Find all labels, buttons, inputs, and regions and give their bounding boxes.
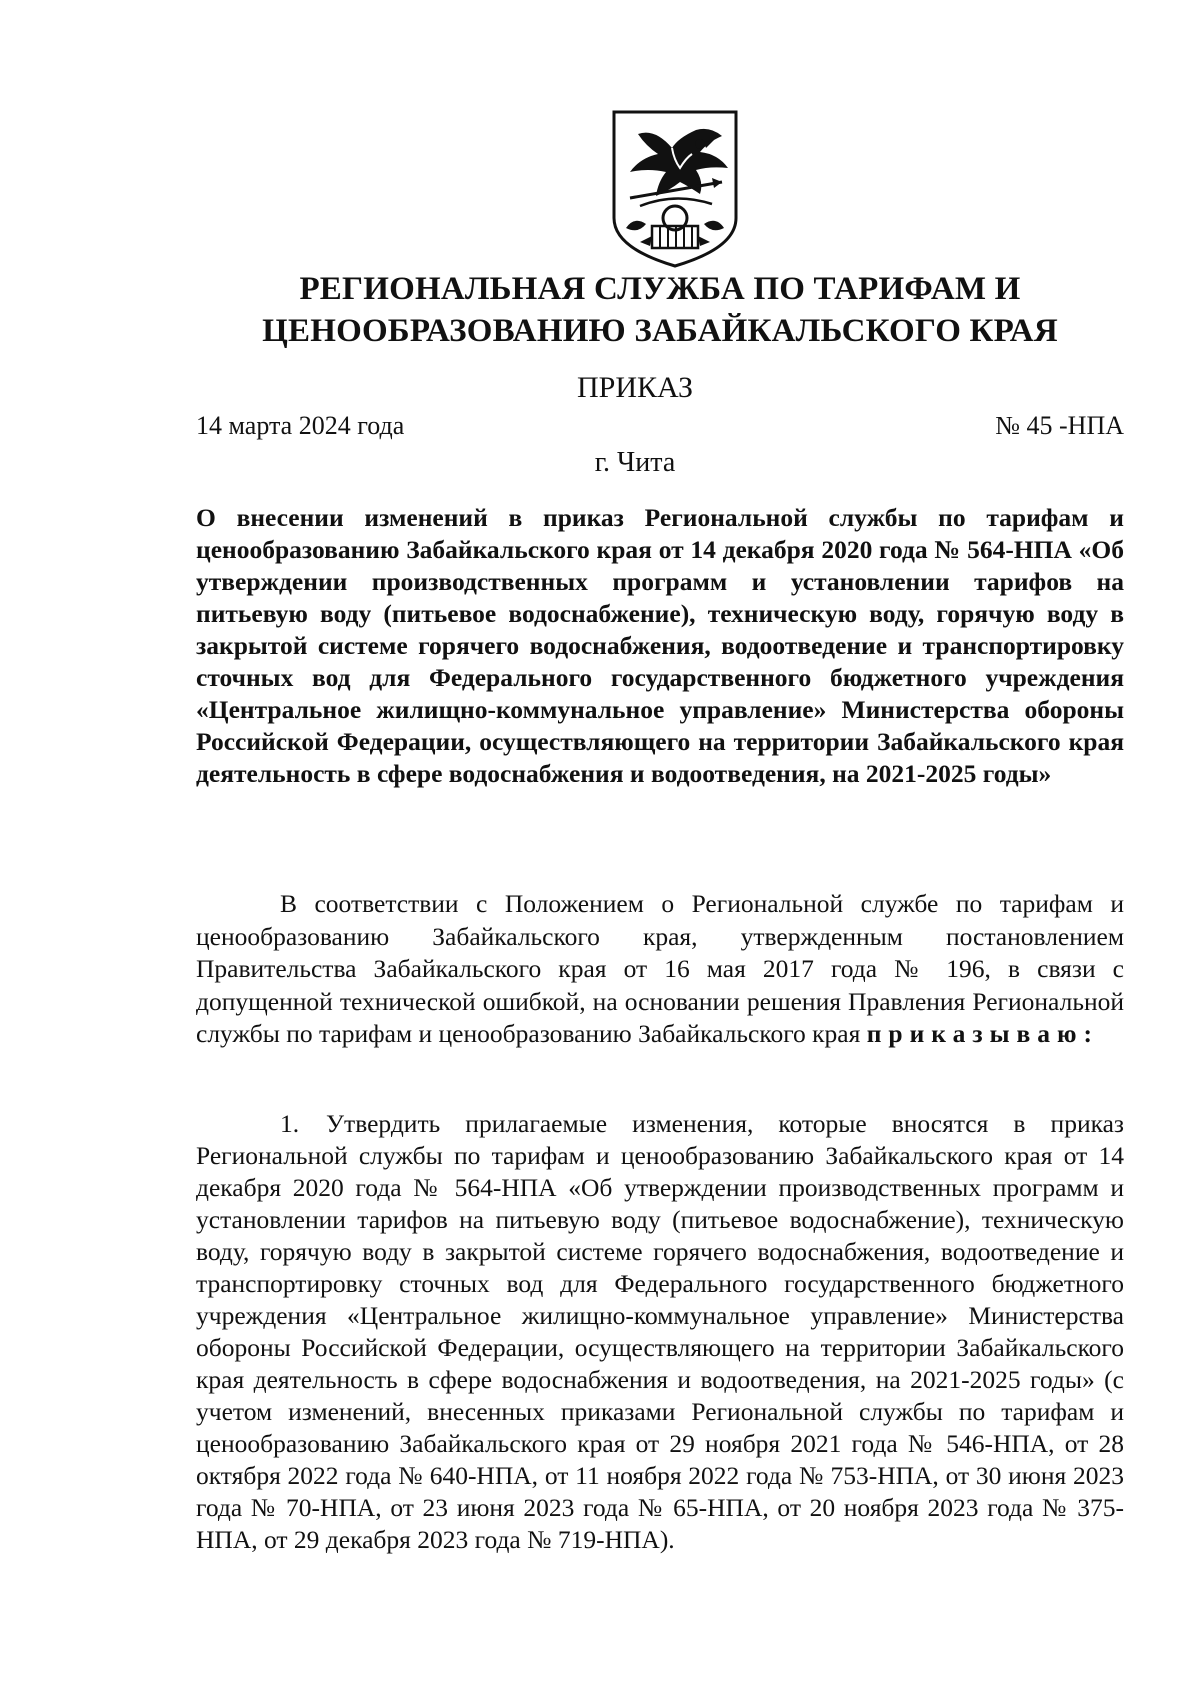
document-number: № 45 -НПА [995, 411, 1124, 440]
organization-title-line: РЕГИОНАЛЬНАЯ СЛУЖБА ПО ТАРИФАМ И [299, 271, 1021, 307]
order-item-text: Утвердить прилагаемые изменения, которые вносятся в приказ Региональной службы по тарифам и ценообразованию Забайкальского края от 14 декабря 2020 года № 564-НПА «Об утверждении производственных программ и установлении тарифов на питьевую воду (питьевое водоснабжение), техническую воду, горячую воду в закрытой системе горячего водоснабжения, водоотведение и транспортировку сточных вод для Федерального государственного бюджетного учреждения «Центральное жилищно-коммунальное управление» Министерства обороны Российской Федерации, осуществляющего на территории Забайкальского края деятельность в сфере водоснабжения и водоотведения, на 2021-2025 годы» (с учетом изменений, внесенных приказами Региональной службы по тарифам и ценообразованию Забайкальского края от 29 ноября 2021 года № 546-НПА, от 28 октября 2022 года № 640-НПА, от 11 ноября 2022 года № 753-НПА, от 30 июня 2023 года № 70-НПА, от 23 июня 2023 года № 65-НПА, от 20 ноября 2023 года № 375-НПА, от 29 декабря 2023 года № 719-НПА). [196, 1109, 1124, 1554]
document-subject: О внесении изменений в приказ Региональной службы по тарифам и ценообразованию Забайкальского края от 14 декабря 2020 года № 564-НПА «Об утверждении производственных программ и установлении тарифов на питьевую воду (питьевое водоснабжение), техническую воду, горячую воду в закрытой системе горячего водоснабжения, водоотведение и транспортировку сточных вод для Федерального государственного бюджетного учреждения «Центральное жилищно-коммунальное управление» Министерства обороны Российской Федерации, осуществляющего на территории Забайкальского края деятельность в сфере водоснабжения и водоотведения, на 2021-2025 годы» [196, 503, 1124, 788]
document-type: ПРИКАЗ [577, 371, 693, 404]
order-item-number: 1. [280, 1109, 300, 1138]
preamble [196, 888, 1124, 1051]
coat-of-arms-icon [600, 108, 750, 270]
preamble-text: В соответствии с Положением о Региональной службе по тарифам и ценообразованию Забайкальского края, утвержденным постановлением Правительства Забайкальского края от 16 мая 2017 года № 196, в связи с допущенной технической ошибкой, на основании решения Правления Региональной службы по тарифам и ценообразованию Забайкальского края [196, 889, 1124, 1048]
document-date: 14 марта 2024 года [196, 411, 405, 440]
order-item [196, 1108, 1124, 1556]
document-city: г. Чита [594, 447, 676, 478]
order-word: приказываю: [866, 1019, 1099, 1048]
organization-title-line: ЦЕНООБРАЗОВАНИЮ ЗАБАЙКАЛЬСКОГО КРАЯ [262, 313, 1058, 349]
organization-title [180, 268, 1140, 352]
